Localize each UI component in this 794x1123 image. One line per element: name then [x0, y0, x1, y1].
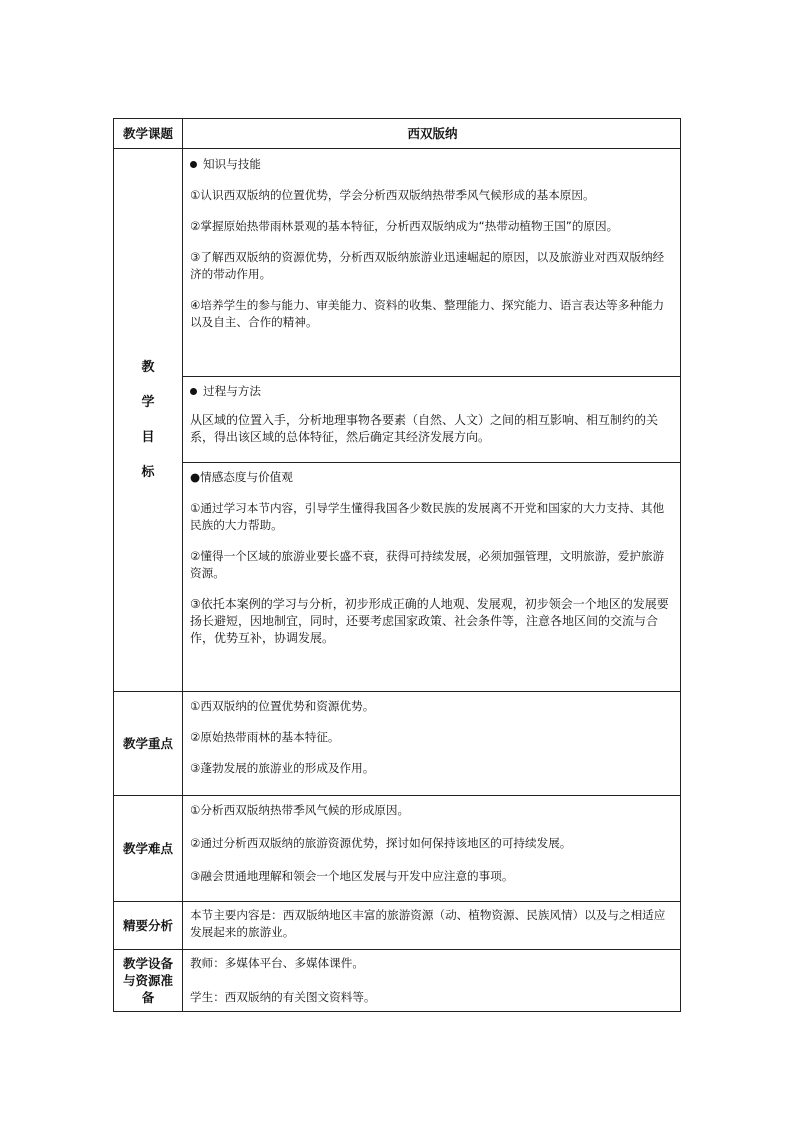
key-points-section: [183, 692, 681, 796]
difficulty-item: ③融会贯通地理解和领会一个地区发展与开发中应注意的事项。: [190, 869, 514, 883]
key-point-item: ①西双版纳的位置优势和资源优势。: [190, 699, 375, 713]
difficulties-label: 教学难点: [114, 796, 183, 902]
objectives-label-char: 目: [141, 430, 155, 445]
topic-label: 教学课题: [114, 119, 183, 149]
difficulties-section: [183, 796, 681, 902]
knowledge-item: ③了解西双版纳的资源优势，分析西双版纳旅游业迅速崛起的原因，以及旅游业对西双版纳经济的带动作用。: [190, 250, 665, 281]
process-section: [183, 377, 681, 463]
resources-section: [183, 950, 681, 1012]
emotion-heading: ●情感态度与价值观: [190, 470, 293, 484]
objectives-label-char: 学: [141, 395, 155, 410]
emotion-section: [183, 463, 681, 692]
lesson-plan-table: [113, 118, 681, 1012]
emotion-item: ①通过学习本节内容，引导学生懂得我国各少数民族的发展离不开党和国家的大力支持、其他民族的大力帮助。: [190, 501, 665, 532]
emotion-item: ②懂得一个区域的旅游业要长盛不衰，获得可持续发展，必须加强管理，文明旅游，爱护旅游资源。: [190, 549, 665, 580]
topic-title: 西双版纳: [183, 119, 681, 149]
objectives-label-char: 教: [141, 360, 155, 375]
difficulty-item: ①分析西双版纳热带季风气候的形成原因。: [190, 803, 410, 817]
difficulty-item: ②通过分析西双版纳的旅游资源优势，探讨如何保持该地区的可持续发展。: [190, 836, 572, 850]
key-points-label: 教学重点: [114, 692, 183, 796]
process-heading: 过程与方法: [190, 383, 675, 400]
bullet-icon: [190, 388, 197, 395]
analysis-text: 本节主要内容是：西双版纳地区丰富的旅游资源（动、植物资源、民族风情）以及与之相适应发展起来的旅游业。: [183, 902, 681, 950]
process-text: 从区域的位置入手，分析地理事物各要素（自然、人文）之间的相互影响、相互制约的关系，得出该区域的总体特征，然后确定其经济发展方向。: [190, 413, 659, 444]
analysis-label: 精要分析: [114, 902, 183, 950]
key-point-item: ③蓬勃发展的旅游业的形成及作用。: [190, 761, 375, 775]
objectives-label: [114, 149, 183, 692]
resources-teacher: 教师：多媒体平台、多媒体课件。: [190, 956, 364, 970]
key-point-item: ②原始热带雨林的基本特征。: [190, 730, 340, 744]
bullet-icon: [190, 161, 197, 168]
knowledge-section: [183, 149, 681, 377]
knowledge-item: ②掌握原始热带雨林景观的基本特征，分析西双版纳成为“热带动植物王国”的原因。: [190, 219, 619, 233]
knowledge-heading: 知识与技能: [190, 156, 675, 173]
knowledge-item: ④培养学生的参与能力、审美能力、资料的收集、整理能力、探究能力、语言表达等多种能力以及自主、合作的精神。: [190, 298, 665, 329]
objectives-label-char: 标: [141, 465, 155, 480]
knowledge-item: ①认识西双版纳的位置优势，学会分析西双版纳热带季风气候形成的基本原因。: [190, 188, 595, 202]
resources-label: 教学设备与资源准备: [114, 950, 183, 1012]
emotion-item: ③依托本案例的学习与分析，初步形成正确的人地观、发展观，初步领会一个地区的发展要扬长避短，因地制宜，同时，还要考虑国家政策、社会条件等，注意各地区间的交流与合作，优势互补，协调发展。: [190, 597, 669, 645]
resources-student: 学生：西双版纳的有关图文资料等。: [190, 990, 376, 1004]
